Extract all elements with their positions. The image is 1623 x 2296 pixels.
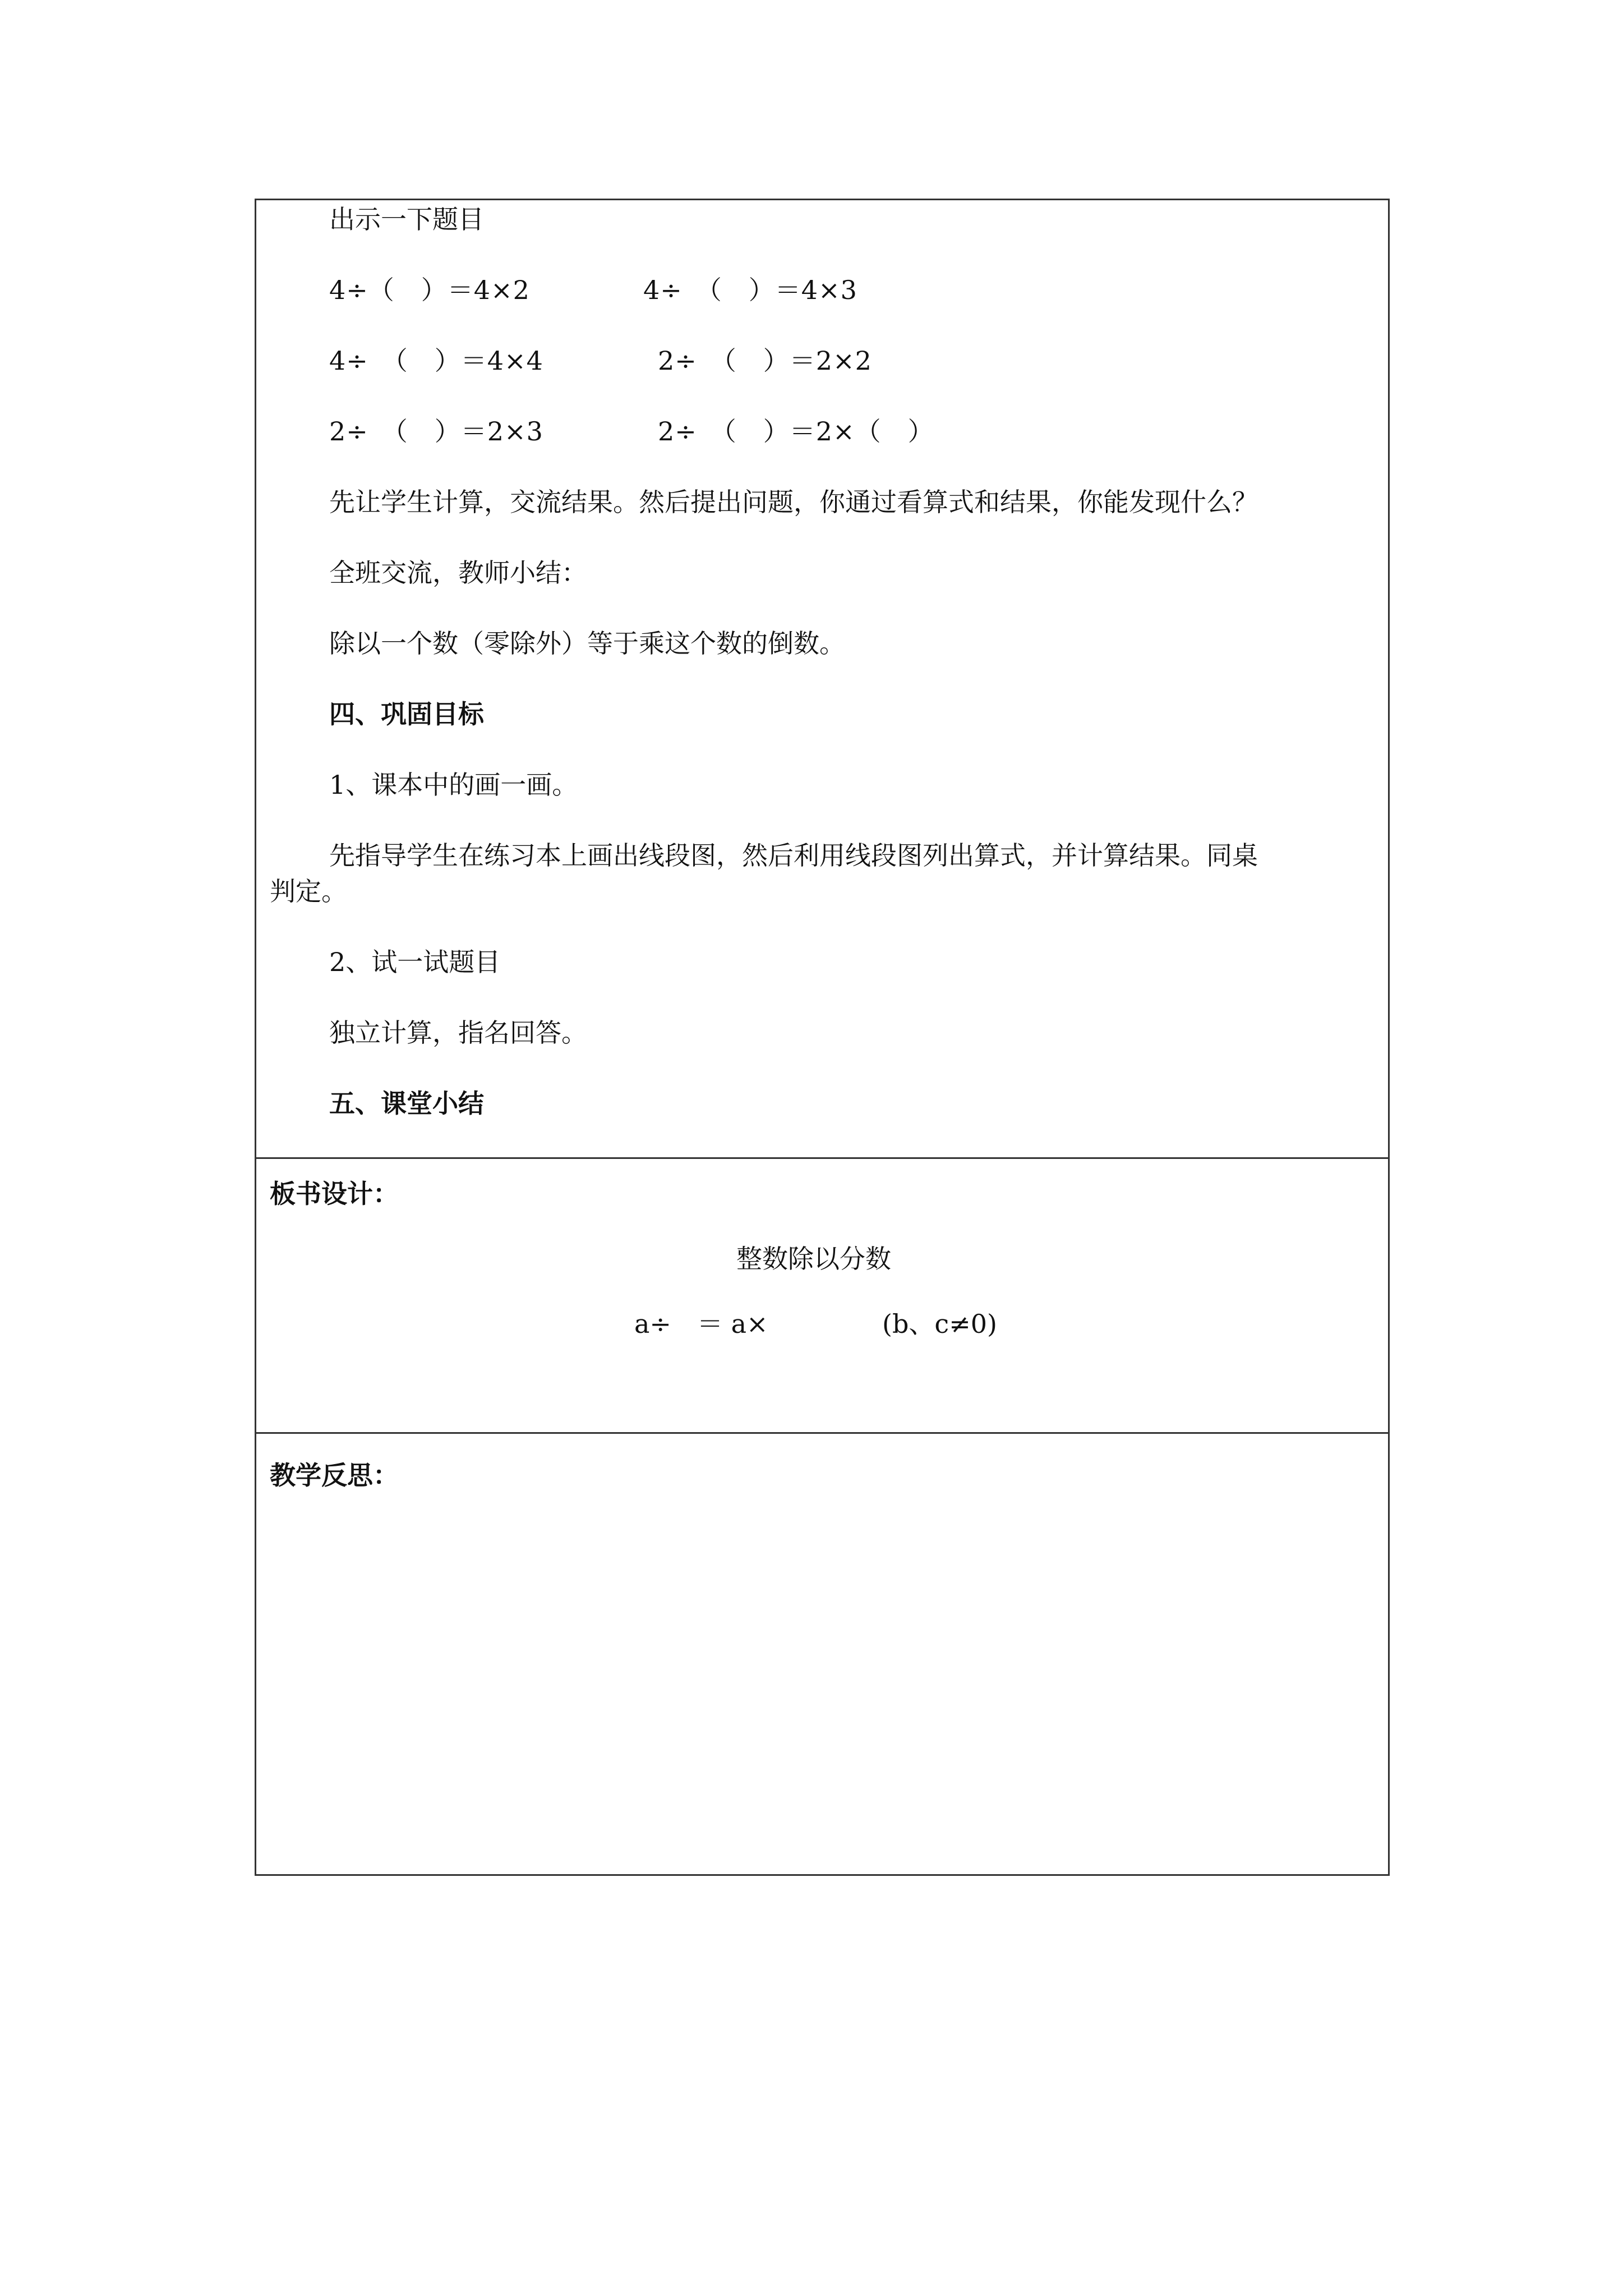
board-design-formula: a÷ ＝ a× <box>634 1309 768 1339</box>
reflection-label: 教学反思： <box>270 1460 399 1490</box>
reflection-cell <box>256 1432 1388 1874</box>
compute-text: 先让学生计算，交流结果。然后提出问题，你通过看算式和结果，你能发现什么？ <box>329 487 1258 517</box>
section-4-heading: 四、巩固目标 <box>329 699 484 729</box>
lesson-table <box>255 199 1390 1876</box>
class-exchange-text: 全班交流，教师小结： <box>329 558 587 588</box>
equation-2-1: 4÷ （ ）＝4×4 <box>329 346 543 376</box>
item-1-detail-line-1: 先指导学生在练习本上画出线段图，然后利用线段图列出算式，并计算结果。同桌 <box>329 840 1258 871</box>
item-2: 2、试一试题目 <box>329 947 501 977</box>
lesson-cell <box>256 200 1388 1157</box>
show-title: 出示一下题目 <box>329 204 484 234</box>
board-design-condition: (b、c≠0) <box>882 1309 997 1339</box>
board-design-label: 板书设计： <box>270 1179 399 1209</box>
conclusion-text: 除以一个数（零除外）等于乘这个数的倒数。 <box>329 628 845 659</box>
equation-3-1: 2÷ （ ）＝2×3 <box>329 416 543 447</box>
board-design-cell <box>256 1157 1388 1432</box>
board-design-title: 整数除以分数 <box>736 1244 891 1274</box>
item-1-detail-line-2: 判定。 <box>270 876 347 907</box>
equation-1-2: 4÷ （ ）＝4×3 <box>643 275 857 305</box>
equation-3-2: 2÷ （ ）＝2×（ ） <box>658 416 934 447</box>
section-5-heading: 五、课堂小结 <box>329 1088 484 1119</box>
equation-1-1: 4÷（ ）＝4×2 <box>329 275 530 305</box>
item-1: 1、课本中的画一画。 <box>329 770 578 800</box>
equation-2-2: 2÷ （ ）＝2×2 <box>658 346 872 376</box>
item-2-detail: 独立计算，指名回答。 <box>329 1018 587 1048</box>
